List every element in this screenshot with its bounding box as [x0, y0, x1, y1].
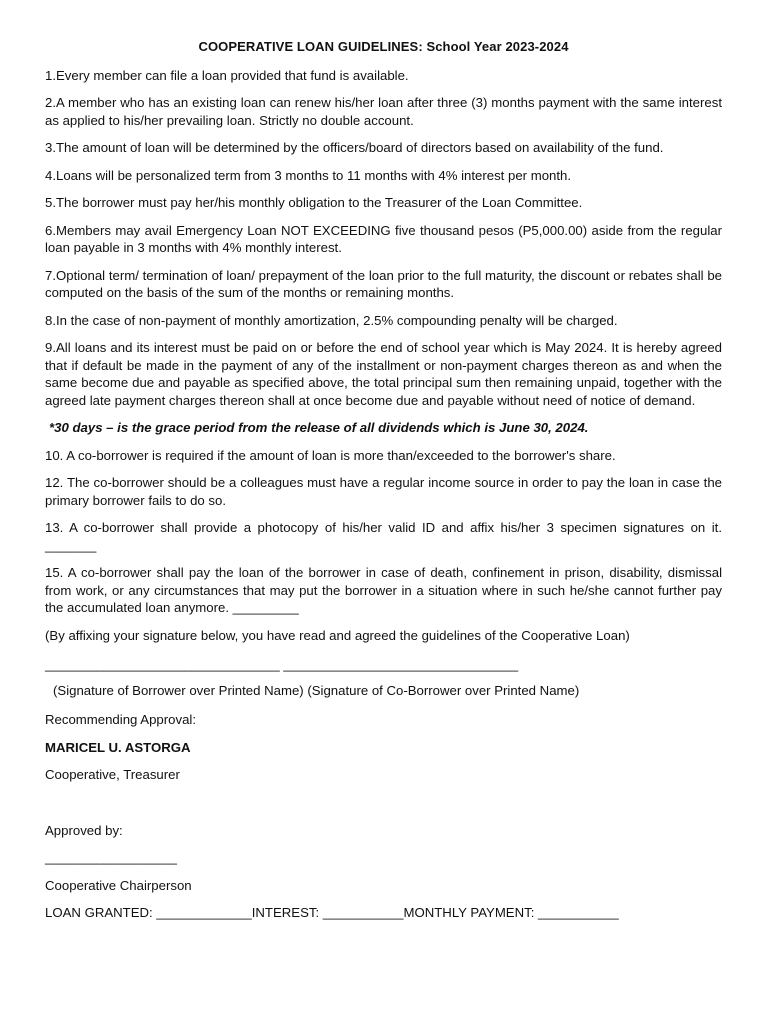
guideline-item-13: 13. A co-borrower shall provide a photocopy of his/her valid ID and affix his/her 3 specimen signatures on it. _______ — [45, 520, 722, 553]
document-page — [45, 38, 722, 922]
guideline-item-5: 5.The borrower must pay her/his monthly obligation to the Treasurer of the Loan Committee. — [45, 195, 583, 210]
loan-summary-line: LOAN GRANTED: _____________INTEREST: ___________MONTHLY PAYMENT: ___________ — [45, 905, 619, 920]
guideline-item-7: 7.Optional term/ termination of loan/ prepayment of the loan prior to the full maturity, the discount or rebates shall be computed on the basis of the sum of the months or remaining months. — [45, 267, 722, 300]
recommending-approval-label: Recommending Approval: — [45, 712, 197, 727]
guideline-item-12: 12. The co-borrower should be a colleagues must have a regular income source in order to pay the loan in case the primary borrower fails to do so. — [45, 475, 722, 508]
signature-lines: ________________________________ ________________________________ — [45, 657, 519, 672]
guideline-item-3: 3.The amount of loan will be determined by the officers/board of directors based on availability of the fund. — [45, 140, 664, 155]
guideline-item-10: 10. A co-borrower is required if the amount of loan is more than/exceeded to the borrower's share. — [45, 447, 616, 463]
guideline-item-8: 8.In the case of non-payment of monthly amortization, 2.5% compounding penalty will be charged. — [45, 312, 618, 328]
guideline-item-2: 2.A member who has an existing loan can renew his/her loan after three (3) months payment with the same interest as applied to his/her prevailing loan. Strictly no double account. — [45, 95, 722, 128]
guideline-item-15: 15. A co-borrower shall pay the loan of the borrower in case of death, confinement in prison, disability, dismissal from work, or any circumstances that may put the borrower in a situation where in such he/she cannot further pay the accumulated loan anymore. _________ — [45, 565, 722, 615]
approver-signature-line: __________________ — [45, 850, 178, 865]
recommender-name: MARICEL U. ASTORGA — [45, 739, 191, 755]
approved-by-label: Approved by: — [45, 822, 123, 838]
approver-title: Cooperative Chairperson — [45, 877, 192, 893]
guideline-item-9: 9.All loans and its interest must be paid on or before the end of school year which is May 2024. It is hereby agreed that if default be made in the payment of any of the installment or non-payment charges thereon as and when the same become due and payable as specified above, the total principal sum then remaining unpaid, together with the agreed late payment charges thereon shall at once become due and payable without need of notice of demand. — [45, 340, 722, 408]
document-title: COOPERATIVE LOAN GUIDELINES: School Year 2023-2024 — [198, 39, 569, 54]
guideline-item-1: 1.Every member can file a loan provided that fund is available. — [45, 67, 409, 83]
grace-period-note: *30 days – is the grace period from the release of all dividends which is June 30, 2024. — [49, 420, 589, 435]
guideline-item-4: 4.Loans will be personalized term from 3 months to 11 months with 4% interest per month. — [45, 167, 572, 183]
guideline-item-6: 6.Members may avail Emergency Loan NOT EXCEEDING five thousand pesos (P5,000.00) aside from the regular loan payable in 3 months with 4% monthly interest. — [45, 222, 722, 255]
agreement-statement: (By affixing your signature below, you have read and agreed the guidelines of the Cooperative Loan) — [45, 627, 630, 643]
recommender-title: Cooperative, Treasurer — [45, 767, 180, 782]
signature-captions: (Signature of Borrower over Printed Name) (Signature of Co-Borrower over Printed Name) — [53, 682, 580, 698]
spacer — [45, 794, 722, 822]
